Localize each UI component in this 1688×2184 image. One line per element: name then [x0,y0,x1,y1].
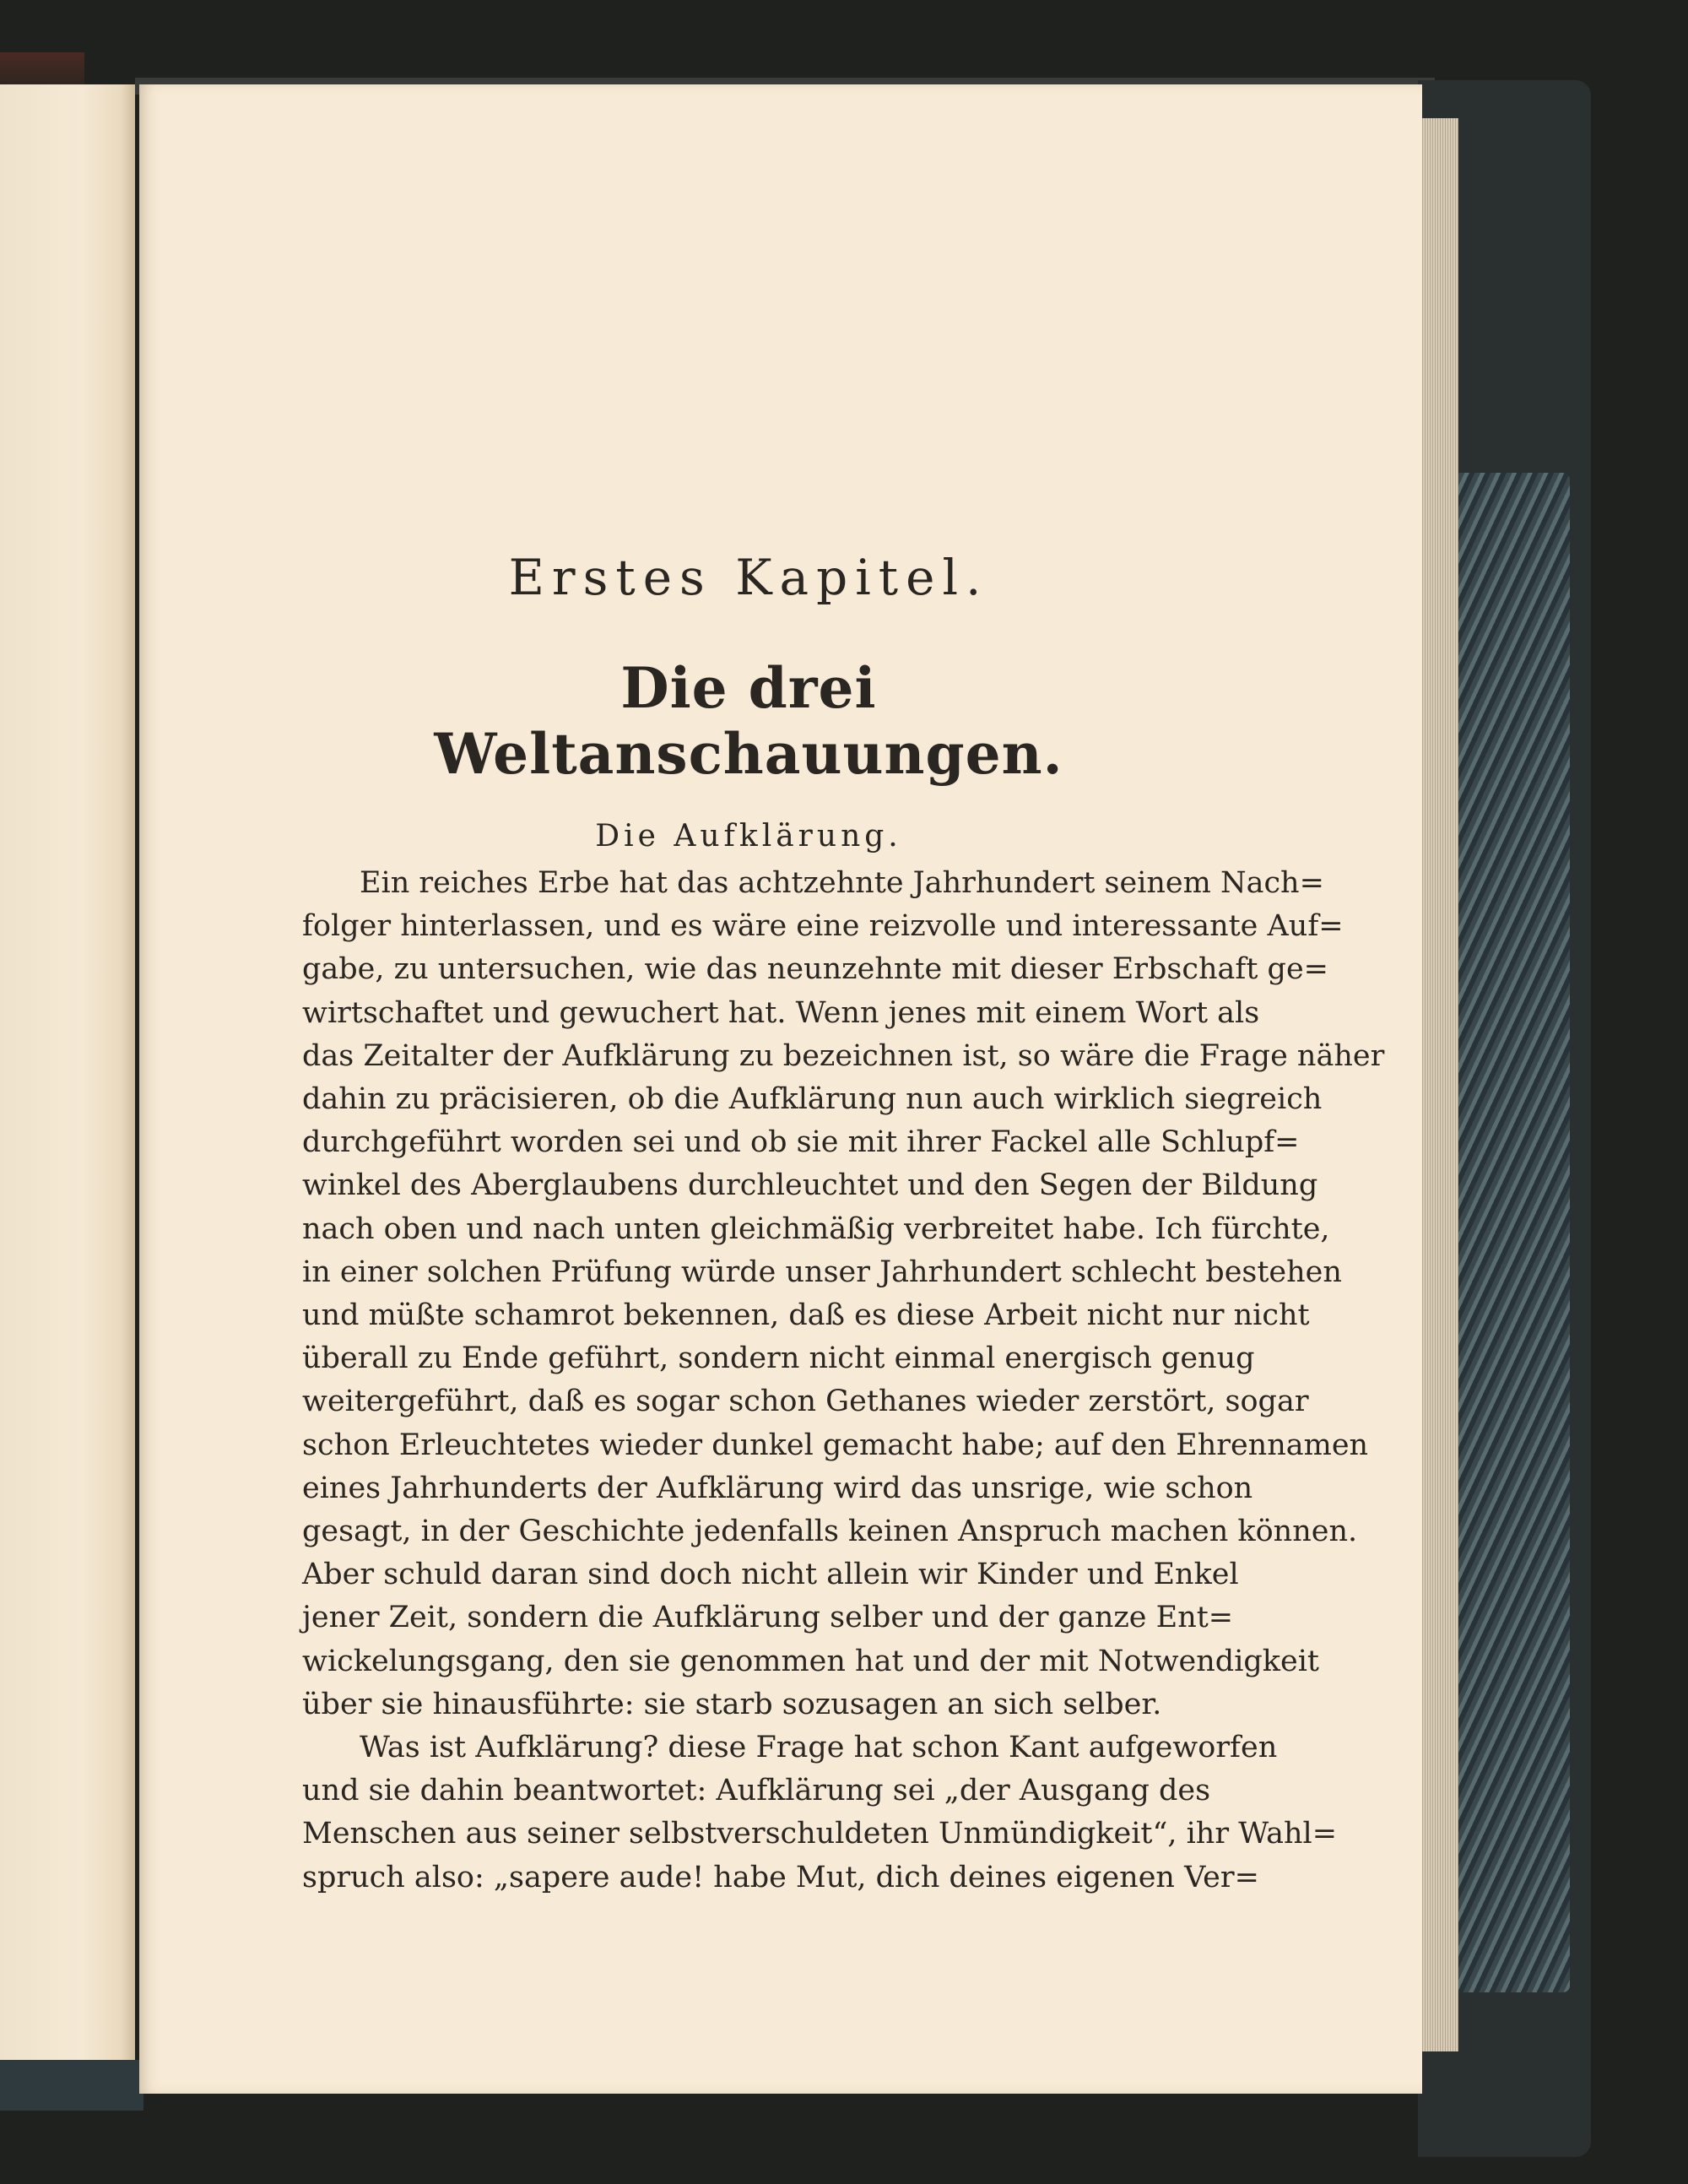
text-line: das Zeitalter der Aufklärung zu bezeichnen ist, so wäre die Frage näher [302,1038,1385,1073]
text-line: jener Zeit, sondern die Aufklärung selber und der ganze Ent= [302,1601,1234,1635]
text-line: spruch also: „sapere aude! habe Mut, dich deines eigenen Ver= [302,1860,1259,1894]
chapter-title: Die drei Weltanschauungen. [434,655,1063,787]
marbled-cover-pattern [1443,473,1570,1992]
left-cover-bottom [0,2060,143,2111]
section-title: Die Aufklärung. [595,819,902,854]
paragraph-2 [302,1726,1338,1899]
text-line: überall zu Ende geführt, sondern nicht einmal energisch genug [302,1341,1255,1376]
text-line: schon Erleuchtetes wieder dunkel gemacht habe; auf den Ehrennamen [302,1428,1369,1462]
text-line: dahin zu präcisieren, ob die Aufklärung nun auch wirklich siegreich [302,1082,1323,1117]
text-line: Was ist Aufklärung? diese Frage hat schon Kant aufgeworfen [360,1731,1278,1765]
text-line: in einer solchen Prüfung würde unser Jahrhundert schlecht bestehen [302,1255,1342,1289]
page-content [302,549,1385,1899]
paragraph-1 [302,862,1385,1726]
text-line: und müßte schamrot bekennen, daß es diese Arbeit nicht nur nicht [302,1298,1310,1333]
page-block-edge [1418,118,1458,2051]
text-line: wirtschaftet und gewuchert hat. Wenn jenes mit einem Wort als [302,995,1260,1030]
text-line: folger hinterlassen, und es wäre eine reizvolle und interessante Auf= [302,909,1344,944]
text-line: und sie dahin beantwortet: Aufklärung sei „der Ausgang des [302,1774,1211,1808]
text-line: wickelungsgang, den sie genommen hat und der mit Notwendigkeit [302,1644,1319,1678]
text-line: eines Jahrhunderts der Aufklärung wird das unsrige, wie schon [302,1471,1253,1505]
text-line: weitergeführt, daß es sogar schon Gethanes wieder zerstört, sogar [302,1385,1309,1419]
text-line: Aber schuld daran sind doch nicht allein wir Kinder und Enkel [302,1558,1239,1592]
text-line: gabe, zu untersuchen, wie das neunzehnte mit dieser Erbschaft ge= [302,952,1328,987]
text-line: gesagt, in der Geschichte jedenfalls keinen Anspruch machen können. [302,1515,1358,1549]
text-line: nach oben und nach unten gleichmäßig verbreitet habe. Ich fürchte, [302,1211,1330,1246]
left-facing-page [0,84,135,2068]
text-line: winkel des Aberglaubens durchleuchtet und den Segen der Bildung [302,1168,1318,1203]
text-line: Ein reiches Erbe hat das achtzehnte Jahrhundert seinem Nach= [360,866,1324,900]
text-line: durchgeführt worden sei und ob sie mit ihrer Fackel alle Schlupf= [302,1125,1300,1160]
text-line: Menschen aus seiner selbstverschuldeten Unmündigkeit“, ihr Wahl= [302,1817,1338,1851]
chapter-label: Erstes Kapitel. [508,549,989,606]
text-line: über sie hinausführte: sie starb sozusagen an sich selber. [302,1687,1162,1721]
